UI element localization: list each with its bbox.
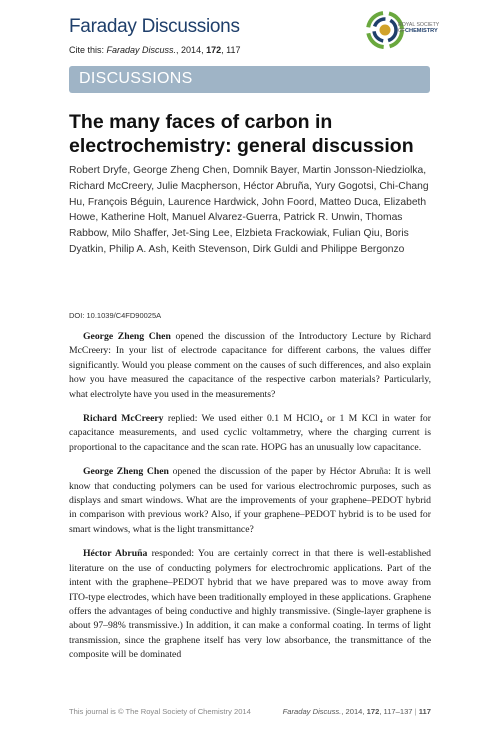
paragraph-text: opened the discussion of the paper by Héctor Abruña: It is well know that conducting polymers can be used for various electrochromic purposes, such as displays and smart windows. What are the improvements of your graphene–PEDOT hybrid in comparison with previous work? Also, if your graphene–PEDOT hybrid is to be used for smart windows, what is the light transmittance? (69, 466, 431, 535)
cite-page: , 117 (221, 45, 241, 55)
footer-year: , 2014, (341, 707, 367, 716)
doi: DOI: 10.1039/C4FD90025A (69, 311, 162, 320)
page-number: 117 (418, 707, 431, 716)
rsc-logo (364, 9, 440, 51)
footer-journal: Faraday Discuss. (282, 707, 342, 716)
cite-journal: Faraday Discuss. (106, 45, 177, 55)
paragraph-2 (69, 412, 431, 455)
article-title: The many faces of carbon in electrochemistry: general discussion (69, 111, 414, 157)
speaker-name: George Zheng Chen (83, 331, 171, 342)
section-banner (69, 66, 430, 93)
cite-volume: 172 (206, 45, 222, 55)
paragraph-text: replied: We used either 0.1 M HClO₄ or 1 M KCl in water for capacitance measurements, and used cyclic voltammetry, where the charging current is proportional to the capacitance and the scan rate. HOPG has an unusually low capacitance. (69, 413, 432, 453)
paragraph-3 (69, 465, 431, 537)
paragraph-4 (69, 547, 431, 662)
paragraph-1 (69, 330, 431, 402)
discussion-body (69, 330, 431, 673)
svg-text:ROYAL SOCIETY: ROYAL SOCIETY (398, 22, 440, 28)
footer-volume: 172 (366, 707, 380, 716)
paragraph-text: responded: You are certainly correct in that there is well-established literature on the use of conducting polymers for electrochromic applications. Part of the intent with the graphene–PEDOT hybrid that we have prepared was to move away from ITO-type electrodes, which have been traditionally employed in these applications. Graphene offers the advantages of being conductive and highly transmissive. (Single-layer graphene is about 97–98% transmissive.) In addition, it can make a conformal coating. In terms of light transmission, since the graphene itself has very low absorbance, the transmittance of the composite will be dominated (69, 548, 431, 661)
copyright-notice: This journal is © The Royal Society of Chemistry 2014 (69, 707, 251, 716)
footer-separator: | (412, 707, 419, 716)
paragraph-text: opened the discussion of the Introductory Lecture by Richard McCreery: In your list of electrode capacitance for different carbons, the values differ significantly. Would you please comment on the causes of such differences, and also explain how you have measured the capacitance of the respective carbon materials? Particularly, what electrolyte have you used in the measurements? (69, 331, 431, 400)
citation-line (69, 45, 240, 55)
svg-text:OF: OF (398, 28, 406, 34)
svg-text:CHEMISTRY: CHEMISTRY (405, 28, 438, 34)
speaker-name: Richard McCreery (83, 413, 164, 425)
author-list: Robert Dryfe, George Zheng Chen, Domnik Bayer, Martin Jonsson-Niedziolka, Richard McCreery, Julie Macpherson, Héctor Abruña, Yury Gogotsi, Chi-Chang Hu, François Béguin, Laurence Hardwick, John Foord, Matteo Duca, Elizabeth Howe, Katherine Holt, Manuel Alvarez-Guerra, Patrick R. Unwin, Thomas Rabbow, Milo Shaffer, Jet-Sing Lee, Elzbieta Frackowiak, Fulian Qiu, Boris Dyatkin, Philip A. Ash, Keith Stevenson, Dirk Guldi and Philippe Bergonzo (69, 165, 429, 255)
section-label: DISCUSSIONS (79, 70, 193, 87)
footer-pages: , 117–137 (379, 707, 413, 716)
footer-citation (283, 707, 431, 716)
cite-label: Cite this: (69, 45, 107, 55)
cite-year: , 2014, (176, 45, 207, 55)
speaker-name: George Zheng Chen (83, 466, 169, 478)
journal-title: Faraday Discussions (69, 16, 240, 37)
speaker-name: Héctor Abruña (83, 548, 148, 560)
